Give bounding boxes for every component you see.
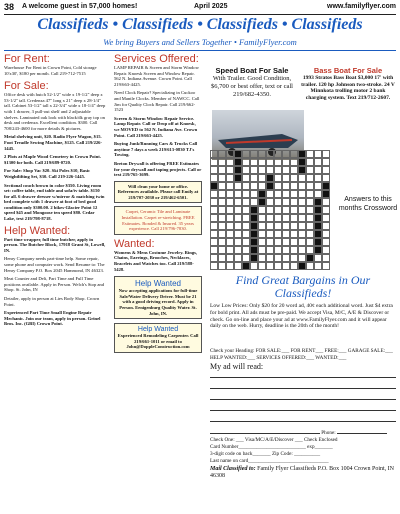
- crossword-cell: [306, 222, 314, 230]
- crossword-cell: [226, 198, 234, 206]
- help-box-2: [114, 323, 202, 353]
- crossword-cell: [298, 198, 306, 206]
- crossword-cell: [226, 182, 234, 190]
- mail-to-address: Family Flyer Classifieds P.O. Box 1004 Crown Point, IN 46308: [210, 466, 395, 480]
- crossword-cell: [234, 198, 242, 206]
- crossword-cell: [258, 230, 266, 238]
- crossword-cell: [210, 174, 218, 182]
- crossword-cell: [242, 222, 250, 230]
- crossword-cell: [242, 190, 250, 198]
- crossword-cell: [306, 182, 314, 190]
- for-sale-item: Metal shelving unit, $20. Radio Flyer Wagon, $15. Foot Treadle Sewing Machine, $125. Call 219/226-1445.: [4, 134, 102, 151]
- crossword-cell: [322, 198, 330, 206]
- crossword-cell: [234, 174, 242, 182]
- crossword-cell: [314, 198, 322, 206]
- last-name-field[interactable]: Last name on card_______________________________: [210, 457, 329, 464]
- ad-line[interactable]: [210, 414, 396, 422]
- crossword-cell: [290, 190, 298, 198]
- crossword-cell: [282, 238, 290, 246]
- crossword-cell: [298, 246, 306, 254]
- crossword-cell: [242, 246, 250, 254]
- crossword-cell: [226, 262, 234, 270]
- crossword-cell: [322, 238, 330, 246]
- crossword-cell: [218, 214, 226, 222]
- column-left: [4, 53, 106, 330]
- crossword-cell: [322, 150, 330, 158]
- crossword-cell: [250, 254, 258, 262]
- for-rent-text: Warehouse For Rent in Crown Point, Cold storage 10'x30', $180 per month. Call 219-712-7515: [4, 65, 97, 76]
- crossword-cell: [242, 254, 250, 262]
- crossword-cell: [218, 238, 226, 246]
- card-number-field[interactable]: Card Number__________________________ exp_______: [210, 443, 333, 450]
- crossword-cell: [250, 214, 258, 222]
- crossword-cell: [242, 150, 250, 158]
- services-item: Need Clock Repair? Specializing in Cuckoo and Mantle Clocks. Member of NAWCC. Call Jim for Quality Clock Repair. Call 219/662-1523: [114, 90, 200, 113]
- crossword-cell: [242, 238, 250, 246]
- crossword-cell: [282, 206, 290, 214]
- crossword-cell: [226, 230, 234, 238]
- heading-checkboxes[interactable]: Check your Heading: FOR SALE:___ FOR RENT___ FREE:___ GARAGE SALE:___ HELP WANTED:___ SERVICES OFFERED:___ WANTED:___: [210, 348, 393, 361]
- crossword-cell: [290, 246, 298, 254]
- crossword-cell: [274, 158, 282, 166]
- crossword-cell: [266, 206, 274, 214]
- crossword-cell: [266, 198, 274, 206]
- tile-ad-box: Carpet, Ceramic Tile and Laminate Installation. Carpet re-stretching. FREE Estimates. Bonded & Insured. 35 years experience. Call 219/796-7830.: [114, 206, 202, 234]
- crossword-cell: [258, 246, 266, 254]
- help-box-2-heading: Help Wanted: [137, 326, 179, 334]
- crossword-cell: [242, 158, 250, 166]
- crossword-cell: [298, 174, 306, 182]
- header-site: www.familyflyer.com: [327, 3, 396, 10]
- crossword-cell: [210, 238, 218, 246]
- crossword-cell: [314, 174, 322, 182]
- phone-field[interactable]: [210, 426, 320, 434]
- crossword-cell: [218, 158, 226, 166]
- for-sale-item: Sectional couch brown in color $350. Living room set: coffee table, end table and sofa/tv table. $150 for all. 6 drawer dresser w/mirror & matching twin bed complete with 1 drawer at foot of bed good condition only $300.00. 2 bikes-Glacier Point 12 speed $45 and Mongoose ten speed $80. Cedar Lake, text 219/798-8718.: [4, 182, 105, 222]
- classifieds-title: Classifieds • Classifieds • Classifieds • Classifieds: [37, 16, 363, 33]
- crossword-cell: [282, 230, 290, 238]
- crossword-cell: [306, 166, 314, 174]
- crossword-cell: [322, 246, 330, 254]
- crossword-cell: [210, 158, 218, 166]
- crossword-cell: [226, 166, 234, 174]
- crossword-cell: [282, 214, 290, 222]
- crossword-cell: [306, 246, 314, 254]
- crossword-cell: [282, 158, 290, 166]
- for-sale-item: Office desk with hutch 52-1/2" wide x 19-1/2" deep x 53-1/2" tall. Credenza 47" long x 21" deep x 28-1/4" tall. Cabinet 53-1/2" tall x 22-3/4" wide x 18-1/4" deep with 1 drawer, 3 pull-out shelf and 2 adjustable shelves. Laminated oak look with black/dk gray top on desk and credenza. Excellent condition. $300. Call 708/243-4600 for more details & pictures.: [4, 92, 106, 131]
- crossword-cell: [242, 214, 250, 222]
- crossword-cell: [314, 190, 322, 198]
- crossword-cell: [274, 174, 282, 182]
- ad-line[interactable]: [210, 370, 396, 378]
- crossword-cell: [290, 158, 298, 166]
- crossword-cell: [282, 246, 290, 254]
- crossword-cell: [218, 246, 226, 254]
- crossword-cell: [290, 182, 298, 190]
- crossword-cell: [266, 166, 274, 174]
- crossword-cell: [226, 214, 234, 222]
- crossword-cell: [314, 158, 322, 166]
- crossword-cell: [274, 238, 282, 246]
- crossword-cell: [250, 238, 258, 246]
- crossword-cell: [266, 246, 274, 254]
- crossword-cell: [298, 238, 306, 246]
- crossword-cell: [218, 174, 226, 182]
- crossword-cell: [282, 174, 290, 182]
- crossword-cell: [234, 262, 242, 270]
- crossword-cell: [298, 230, 306, 238]
- crossword-cell: [306, 198, 314, 206]
- crossword-cell: [282, 254, 290, 262]
- promo-section: [210, 274, 396, 330]
- crossword-cell: [226, 254, 234, 262]
- crossword-cell: [226, 190, 234, 198]
- for-sale-item: For Sale: Shop Vac $20. Ski Poles $10, Basic Weightlifting Set, $30. Call 219-226-1445.: [4, 168, 91, 179]
- crossword-cell: [218, 190, 226, 198]
- crossword-cell: [226, 238, 234, 246]
- for-sale-heading: For Sale:: [4, 80, 49, 93]
- crossword-cell: [210, 262, 218, 270]
- crossword-cell: [234, 238, 242, 246]
- crossword-cell: [234, 190, 242, 198]
- crossword-cell: [250, 158, 258, 166]
- crossword-cell: [298, 166, 306, 174]
- crossword-cell: [210, 166, 218, 174]
- crossword-cell: [258, 206, 266, 214]
- crossword-cell: [226, 246, 234, 254]
- crossword-cell: [314, 230, 322, 238]
- crossword-cell: [266, 230, 274, 238]
- crossword-cell: [290, 198, 298, 206]
- crossword-cell: [226, 222, 234, 230]
- crossword-cell: [250, 230, 258, 238]
- speed-boat-heading: Speed Boat For Sale: [215, 66, 289, 75]
- crossword-cell: [274, 214, 282, 222]
- services-item: Buying Junk/Running Cars & Trucks Call anytime 7 days a week 219/613-0830 TJ's Towing.: [114, 141, 198, 158]
- crossword-cell: [258, 158, 266, 166]
- crossword-cell: [234, 150, 242, 158]
- page-number: 38: [4, 2, 15, 12]
- crossword-cell: [314, 262, 322, 270]
- crossword-cell: [290, 150, 298, 158]
- crossword-cell: [210, 190, 218, 198]
- crossword-cell: [250, 166, 258, 174]
- crossword-cell: [314, 246, 322, 254]
- crossword-cell: [210, 246, 218, 254]
- wanted-heading: Wanted:: [114, 237, 155, 250]
- crossword-cell: [226, 206, 234, 214]
- crossword-cell: [234, 230, 242, 238]
- crossword-cell: [298, 206, 306, 214]
- crossword-cell: [282, 262, 290, 270]
- crossword-cell: [258, 150, 266, 158]
- crossword-cell: [290, 206, 298, 214]
- crossword-cell: [210, 214, 218, 222]
- crossword-cell: [250, 262, 258, 270]
- crossword-cell: [298, 150, 306, 158]
- crossword-cell: [322, 174, 330, 182]
- crossword-cell: [226, 174, 234, 182]
- promo-text: Low Low Prices: Only $20 for 20 word ad, 40¢ each additional word. Just $4 extra for bold print. All ads must be pre-paid. We accept Visa, M/C, A/E & Discover or check. Go on-line and place your ad at www.FamilyFlyer.com and it will appear daily on the web. Hurry, deadline is the 20th of the month!: [210, 303, 393, 330]
- for-sale-item: 2 Plots at Maple Wood Cemetery in Crown Point. $1300 for both. Call 219/689-0720.: [4, 154, 101, 165]
- bass-boat-ad: [300, 66, 396, 101]
- crossword-cell: [218, 166, 226, 174]
- phone-label: Phone:: [321, 430, 336, 437]
- ad-line[interactable]: [210, 403, 396, 411]
- bass-boat-text: 1993 Stratos Bass Boat $3,000 17' with trailer. 120 hp Johnson two-stroke. 24 V Minnkota trolling motor 2 bank charging system. Text 219/712-2607.: [301, 75, 395, 101]
- bass-boat-heading: Bass Boat For Sale: [313, 66, 383, 75]
- column-middle: [114, 53, 202, 353]
- crossword-cell: [322, 254, 330, 262]
- card-code-field[interactable]: 3-digit code on back_______ Zip Code: __________: [210, 450, 321, 457]
- crossword-cell: [258, 174, 266, 182]
- crossword-cell: [266, 158, 274, 166]
- ad-line[interactable]: [210, 381, 396, 389]
- crossword-cell: [210, 254, 218, 262]
- crossword-cell: [266, 174, 274, 182]
- crossword-cell: [298, 222, 306, 230]
- crossword-cell: [274, 254, 282, 262]
- help-wanted-item: Henry Company needs part-time help. Some repair, some phone and computer work. Send Resume to: The Henry Company P.O. Box 2045 Hammond, IN 46323.: [4, 256, 105, 273]
- crossword-cell: [242, 174, 250, 182]
- crossword-cell: [226, 158, 234, 166]
- crossword-cell: [242, 198, 250, 206]
- crossword-cell: [282, 190, 290, 198]
- crossword-cell: [314, 254, 322, 262]
- crossword-cell: [314, 238, 322, 246]
- help-wanted-item: Part time wrapper, full time butcher, apply in person. The Butcher Block, 17918 Grant St, Lowell, IN.: [4, 236, 106, 253]
- crossword-cell: [210, 222, 218, 230]
- crossword-cell: [306, 230, 314, 238]
- crossword-cell: [226, 150, 234, 158]
- crossword-cell: [274, 190, 282, 198]
- crossword-cell: [258, 214, 266, 222]
- crossword-cell: [290, 214, 298, 222]
- crossword-cell: [210, 182, 218, 190]
- crossword-cell: [322, 190, 330, 198]
- ad-label: My ad will read:: [210, 361, 264, 371]
- crossword-cell: [322, 222, 330, 230]
- crossword-cell: [210, 198, 218, 206]
- crossword-cell: [242, 230, 250, 238]
- crossword-cell: [242, 262, 250, 270]
- crossword-cell: [250, 246, 258, 254]
- for-rent-heading: For Rent:: [4, 53, 50, 65]
- crossword-cell: [234, 158, 242, 166]
- crossword-cell: [274, 230, 282, 238]
- crossword-cell: [266, 222, 274, 230]
- crossword-cell: [298, 214, 306, 222]
- crossword-cell: [266, 190, 274, 198]
- title-rule: [4, 50, 396, 51]
- crossword-cell: [306, 214, 314, 222]
- crossword-cell: [266, 150, 274, 158]
- crossword-cell: [306, 158, 314, 166]
- crossword-cell: [274, 222, 282, 230]
- crossword-cell: [266, 254, 274, 262]
- header-tagline: A welcome guest in 57,000 homes!: [22, 3, 138, 10]
- crossword-cell: [250, 198, 258, 206]
- cleaning-ad-box: Will clean your home or office. References available. Please call Emily at 219/707-2030 or 219/462-6501.: [114, 181, 202, 204]
- crossword-cell: [322, 182, 330, 190]
- header-date: April 2025: [194, 3, 228, 10]
- crossword-cell: [258, 254, 266, 262]
- help-box-text: Now accepting applications for full-time Sale/Water Delivery Driver. Must be 21 with a good driving record. Apply in Person. Eenigenburg Quality Water. St. John, IN.: [118, 288, 198, 316]
- crossword-cell: [322, 262, 330, 270]
- help-box-2-text: Experienced Remodeling Carpenter. Call 219/661-1011 or email to John@DoppleConstruction.com: [117, 333, 199, 350]
- crossword-cell: [290, 222, 298, 230]
- crossword-cell: [210, 230, 218, 238]
- payment-method[interactable]: Check One: ___ Visa/MC/A/E/Discover ___ Check Enclosed: [210, 437, 338, 444]
- crossword-cell: [258, 182, 266, 190]
- crossword-cell: [290, 238, 298, 246]
- crossword-cell: [314, 214, 322, 222]
- crossword-cell: [274, 182, 282, 190]
- crossword-cell: [250, 222, 258, 230]
- speed-boat-text: With Trailer. Good Condition, $6,700 or best offer, text or call 219/682-4350.: [211, 75, 293, 98]
- crossword-cell: [314, 206, 322, 214]
- services-item: LAMP REPAIR & Screen and Storm Window Repair. Knoesk Screen and Window Repair. 562 N. Indiana Avenue. Crown Point. Call 219/663-4425.: [114, 65, 199, 87]
- crossword-cell: [218, 262, 226, 270]
- promo-heading: Find Great Bargains in Our Classifieds!: [235, 273, 371, 300]
- crossword-cell: [322, 214, 330, 222]
- crossword-cell: [298, 262, 306, 270]
- crossword-cell: [266, 262, 274, 270]
- crossword-cell: [282, 150, 290, 158]
- help-wanted-heading: Help Wanted:: [4, 224, 71, 237]
- crossword-cell: [218, 254, 226, 262]
- wanted-text: Womens & Mens Costume Jewelry. Rings, Chains, Earrings, Brooches, Necklaces, Bracelets and Watches too. Call 219/588-5428.: [114, 249, 198, 272]
- crossword-cell: [322, 166, 330, 174]
- crossword-cell: [282, 198, 290, 206]
- crossword-cell: [314, 150, 322, 158]
- crossword-cell: [258, 222, 266, 230]
- crossword-cell: [298, 254, 306, 262]
- mail-to-label: Mail Classified to:: [210, 466, 256, 473]
- crossword-cell: [266, 238, 274, 246]
- crossword-cell: [234, 222, 242, 230]
- crossword-cell: [258, 262, 266, 270]
- crossword-cell: [250, 150, 258, 158]
- crossword-cell: [218, 230, 226, 238]
- crossword-cell: [218, 150, 226, 158]
- crossword-cell: [306, 190, 314, 198]
- crossword-cell: [234, 166, 242, 174]
- crossword-cell: [258, 198, 266, 206]
- crossword-cell: [258, 238, 266, 246]
- crossword-cell: [242, 206, 250, 214]
- classifieds-subtitle: We bring Buyers and Sellers Together • FamilyFlyer.com: [103, 37, 297, 47]
- crossword-cell: [322, 230, 330, 238]
- crossword-cell: [306, 174, 314, 182]
- crossword-cell: [282, 166, 290, 174]
- crossword-cell: [242, 182, 250, 190]
- crossword-cell: [266, 214, 274, 222]
- ad-lines[interactable]: [210, 370, 396, 424]
- crossword-cell: [306, 206, 314, 214]
- crossword-cell: [322, 158, 330, 166]
- crossword-cell: [314, 166, 322, 174]
- crossword-cell: [218, 182, 226, 190]
- crossword-cell: [298, 182, 306, 190]
- crossword-cell: [314, 182, 322, 190]
- crossword-cell: [274, 206, 282, 214]
- crossword-cell: [250, 182, 258, 190]
- help-wanted-item: Meat Counter and Deli, Part Time and Full Time positions available. Apply in Person. Welch's Stop and Shop. St. John, IN: [4, 276, 105, 293]
- crossword-cell: [274, 150, 282, 158]
- crossword-cell: [306, 262, 314, 270]
- phone-number-field[interactable]: [337, 426, 387, 434]
- crossword-cell: [258, 190, 266, 198]
- services-heading: Services Offered:: [114, 53, 199, 65]
- crossword-cell: [258, 166, 266, 174]
- crossword-cell: [306, 238, 314, 246]
- crossword-cell: [290, 230, 298, 238]
- crossword-cell: [274, 198, 282, 206]
- help-box-heading: Help Wanted: [135, 279, 181, 289]
- crossword-cell: [274, 246, 282, 254]
- crossword-cell: [210, 206, 218, 214]
- crossword-cell: [322, 206, 330, 214]
- crossword-cell: [210, 150, 218, 158]
- crossword-cell: [218, 206, 226, 214]
- crossword-cell: [242, 166, 250, 174]
- crossword-cell: [274, 262, 282, 270]
- speed-boat-ad: [206, 66, 298, 99]
- crossword-cell: [298, 190, 306, 198]
- crossword-cell: [290, 262, 298, 270]
- crossword-cell: [282, 182, 290, 190]
- crossword-cell: [306, 254, 314, 262]
- page-header: [4, 2, 396, 15]
- crossword-cell: [290, 174, 298, 182]
- crossword-cell: [234, 206, 242, 214]
- ad-line[interactable]: [210, 392, 396, 400]
- crossword-grid: [210, 150, 330, 270]
- crossword-cell: [274, 166, 282, 174]
- crossword-cell: [290, 254, 298, 262]
- crossword-cell: [218, 222, 226, 230]
- crossword-cell: [234, 182, 242, 190]
- crossword-cell: [234, 254, 242, 262]
- services-item: Breton Drywall is offering FREE Estimates for your drywall and taping projects. Call or text 219/765-3699.: [114, 160, 202, 178]
- help-wanted-item: Detailer, apply in person at Lies Body Shop. Crown Point.: [4, 296, 100, 307]
- crossword-cell: [298, 158, 306, 166]
- crossword-cell: [250, 206, 258, 214]
- order-form: [210, 348, 396, 480]
- services-item: Screen & Storm Window Repair Service. Lamp Repair. Call or Drop off at Knoesk, we MOVED to 562 N. Indiana Ave. Crown Point. Call 219/663-4425.: [114, 115, 198, 138]
- crossword-cell: [306, 150, 314, 158]
- crossword-cell: [290, 166, 298, 174]
- crossword-cell: [266, 182, 274, 190]
- crossword-cell: [282, 222, 290, 230]
- crossword-cell: [314, 222, 322, 230]
- crossword-cell: [250, 174, 258, 182]
- crossword-cell: [234, 214, 242, 222]
- crossword-caption: Answers to this months Crossword: [338, 196, 398, 212]
- crossword-cell: [234, 246, 242, 254]
- crossword-cell: [218, 198, 226, 206]
- help-box: [114, 276, 202, 319]
- help-wanted-item: Experienced Part Time Small Engine Repair Mechanic. Join our team, apply in person. Grinel Bros. Inc. (GBI) Crown Point.: [4, 310, 101, 327]
- crossword-cell: [250, 190, 258, 198]
